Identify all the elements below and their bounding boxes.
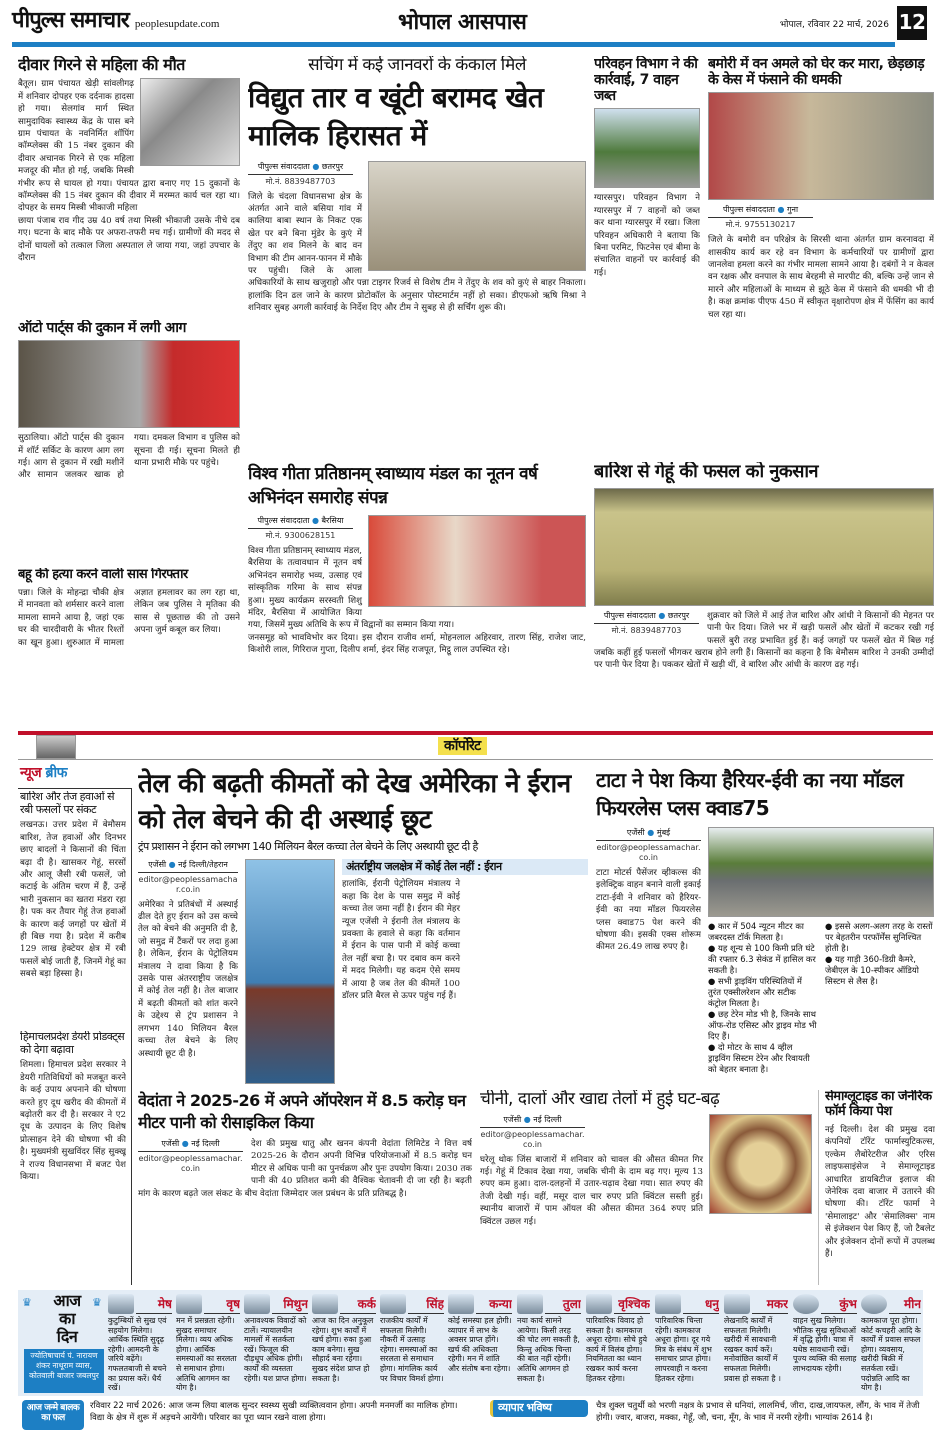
sign-name: मेष <box>136 1294 172 1314</box>
pisces-icon <box>861 1294 887 1314</box>
byline-tata: एजेंसी ● मुंबई editor@peoplessamachar.co.in <box>596 828 701 862</box>
headline-semaglutide: सेमाग्लूटाइड का जेनेरिक फॉर्म किया पेश <box>825 1090 932 1119</box>
article-tata <box>596 766 934 1084</box>
article-transport <box>594 56 700 455</box>
email[interactable]: editor@peoplessamachar.co.in <box>138 1154 243 1173</box>
zodiac-sign <box>244 1294 308 1394</box>
tata-features-list <box>708 921 934 1084</box>
article-saas <box>18 568 240 724</box>
oil-columns <box>138 859 588 1084</box>
box-headline-iran: अंतर्राष्ट्रीय जलक्षेत्र में कोई तेल नहीं : ईरान <box>342 859 588 876</box>
photo-oil-tanker <box>245 859 335 1084</box>
byline-name: एजेंसी <box>626 828 645 837</box>
sign-text: कोई समस्या हल होगी। व्यापार में लाभ के अवसर प्राप्त होंगे। खर्च की अधिकता रहेगी। मन में शांति और संतोष बना रहेगा। <box>448 1316 512 1373</box>
news-brief-label <box>20 765 67 781</box>
header-rule <box>12 42 895 47</box>
title-line: का <box>59 1309 75 1328</box>
column-divider <box>818 1090 819 1285</box>
capricorn-icon <box>724 1294 750 1314</box>
sign-text: आज का दिन अनुकूल रहेगा। शुभ कार्यों में खर्च होगा। रुका हुआ काम बनेगा। सुख सौहार्द बना रहेगा। सुखद संदेश प्राप्त हो सकता है। <box>312 1316 374 1383</box>
zodiac-sign <box>312 1294 376 1394</box>
byline-name: पीपुल्स संवाददाता <box>722 205 775 215</box>
band-red-rule <box>18 731 933 735</box>
tata-columns <box>596 827 934 1084</box>
article-iran-box-text: हालांकि, ईरानी पेट्रोलियम मंत्रालय ने कहा कि देश के पास समुद्र में कोई कच्चा तेल जमा नहीं है। ईरान की मेहर न्यूज एजेंसी ने ईरानी तेल मंत्रालय के प्रवक्ता के हवाले से कहा कि वर्तमान में ईरान के पास पानी में कोई कच्चा तेल नहीं बचा है। पर दबाव कम करने में मदद मिलेगी। यह कदम ऐसे समय में आया है जब तेल की कीमतें 100 डॉलर प्रति बैरल से ऊपर पहुंच गई हैं। <box>342 879 460 1001</box>
headline-gita: विश्व गीता प्रतिष्ठानम् स्वाध्याय मंडल का नूतन वर्ष अभिनंदन समारोह संपन्न <box>248 464 538 508</box>
photo-field-electric <box>368 161 586 271</box>
feature-text: सभी ड्राइविंग परिस्थितियों में तुरंत एक्सीलरेशन और सटीक कंट्रोल मिलता है। <box>708 976 802 1008</box>
article-bamori-text: जिले के बमोरी वन परिक्षेत्र के सिरसी थाना अंतर्गत ग्राम करनावदा में शासकीय कार्य कर रहे वन विभाग के कर्मचारियों पर ग्रामीणों द्वारा जानलेवा हमला करने का गंभीर मामला सामने आया है। दबंगों ने न केवल वन रक्षक और वनपाल के साथ बेरहमी से मारपीट की, बल्कि उन्हें जान से मारने और महिलाओं के माध्यम से झूठे केस में फंसाने की धमकी भी दी है। कक्ष क्रमांक पीएफ 450 में स्वीकृत वृक्षारोपण क्षेत्र में फेंसिंग का कार्य चल रहा था। <box>708 235 934 320</box>
sign-text: कामकाज पूरा होगा। कोर्ट कचहरी आदि के कार्यों में प्रवास सफल होगा। व्यवसाय, खरीदी बिक्री में सतर्कता रखें। पदोन्नति आदि का योग है। <box>861 1316 921 1393</box>
sign-name: तुला <box>545 1294 581 1314</box>
byline-name: एजेंसी <box>161 1139 180 1148</box>
sign-text: कुटुम्बियों से सुख एवं सहयोग मिलेगा। आर्थिक स्थिति सुदृढ़ रहेगी। आमदनी के जरिये बढ़ेंगे। गफलतबाजी से बचने का प्रयास करें। धैर्य रखें। <box>108 1316 167 1393</box>
sign-text: पारिवारिक विवाद हो सकता है। कामकाज अधूरा रहेगा। सोचे हुये कार्य में विलंब होगा। नियमितता का ध्यान रखकर कार्य करना हितकर रहेगा। <box>586 1316 647 1383</box>
feature-text: दो मोटर के साथ 4 व्हील ड्राइविंग सिस्टम टेरेन और रिवायती को बेहतर बनाता है। <box>708 1042 810 1074</box>
zodiac-sign <box>586 1294 650 1394</box>
byline-cheeni: एजेंसी ● नई दिल्ली editor@peoplessamachar.co.in <box>480 1114 585 1149</box>
subheadline-oil: ट्रंप प्रशासन ने ईरान को लगभग 140 मिलियन बैरल कच्चा तेल बेचने के लिए अस्थायी छूट दी है <box>138 840 478 853</box>
article-gita <box>248 462 586 724</box>
dateline: भोपाल, रविवार 22 मार्च, 2026 <box>779 19 889 30</box>
byline-place: मुंबई <box>656 828 671 837</box>
birth-text: रविवार 22 मार्च 2026: आज जन्म लिया बालक सुन्दर स्वस्थ्य सुखी व्यक्तित्ववान होगा। अपनी मनमर्जी का मालिक होगा। विद्या के क्षेत्र में शुरू में अड़चने आयेंगी। परिवार का पूरा ध्यान रखने वाला होगा। <box>90 1400 458 1422</box>
headline-wall: दीवार गिरने से महिला की मौत <box>18 56 185 74</box>
virgo-icon <box>448 1294 474 1314</box>
byline-bamori: पीपुल्स संवाददाता ● गुना मो.नं. 9755130217 <box>708 204 813 230</box>
mobile-number: मो.नं. 9755130217 <box>725 220 796 230</box>
article-semaglutide-text: नई दिल्ली। देश की प्रमुख दवा कंपनियों टॉरेंट फार्मास्युटिकल्स, एल्केम लैबोरेटरीज और एरिस लाइफसाइंसेज ने सेमाग्लूटाइड आधारित डायबिटीज इलाज की जेनेरिक दवा बाजार में उतारने की घोषणा की। टॉरेंट फार्मा ने 'सेमालाइट' और 'सेमालिक्स' नाम से इंजेक्शन पेश किए हैं, जो टैबलेट और इंजेक्शन दोनों रूपों में उपलब्ध हैं। <box>825 1124 935 1259</box>
headline-bamori: बमोरी में वन अमले को घेर कर मारा, छेड़छाड़ के केस में फंसाने की धमकी <box>708 56 925 89</box>
sign-text: अनावश्यक विवादों को टालें। न्यायालयीन मामलों में सतर्कता रखें। फिजूल की दौड़धूप अधिक होगी। कार्यों की व्यस्तता रहेगी। यश प्राप्त होगा। <box>244 1316 307 1383</box>
brief-label-b: ब्रीफ <box>45 765 67 781</box>
page-number: 12 <box>897 6 927 40</box>
sign-name: मीन <box>889 1294 921 1314</box>
zodiac-sign <box>793 1294 857 1394</box>
byline-vedanta: एजेंसी ● नई दिल्ली editor@peoplessamachar.co.in <box>138 1139 243 1173</box>
masthead-right <box>780 6 927 40</box>
kicker-electric: सचिंग में कई जानवरों के कंकाल मिले <box>308 56 526 75</box>
zodiac-sign <box>448 1294 512 1394</box>
feature-text: मोड भी दिए हैं। <box>708 1020 817 1041</box>
article-oil <box>138 766 588 1084</box>
zodiac-sign <box>861 1294 921 1394</box>
brief-text-himachal: शिमला। हिमाचल प्रदेश सरकार ने डेयरी गतिविधियों को मजबूत करने के कई उपाय अपनाने की घोषणा करते हुए दूध खरीद की कीमतों में बढ़ोतरी कर दी है। सरकार ने ए2 दूध के उत्पादन के लिए विशेष प्रोत्साहन देने की घोषणा भी की है। मुख्यमंत्री सुखविंदर सिंह सुक्खू ने राज्य विधानसभा में बजट पेश किया। <box>20 1060 126 1182</box>
feature-item: ● सभी ड्राइविंग परिस्थितियों में तुरंत एक्सीलरेशन और सटीक कंट्रोल मिलता है। <box>708 976 802 1008</box>
birth-label: आज जन्मे बालक का फल <box>22 1400 84 1430</box>
sign-name: मिथुन <box>272 1294 308 1314</box>
scorpio-icon <box>586 1294 612 1314</box>
photo-harrier-ev <box>708 827 934 917</box>
tata-col-side <box>708 827 934 1084</box>
taurus-icon <box>176 1294 202 1314</box>
byline-name: पीपुल्स संवाददाता <box>257 161 310 171</box>
feature-text: कार में 504 न्यूटन मीटर का जबरदस्त टॉर्क मिलता है। <box>708 921 804 942</box>
feature-item: ● दो मोटर के साथ 4 व्हील ड्राइविंग सिस्टम टेरेन और रिवायती को बेहतर बनाता है। <box>708 1042 810 1074</box>
sign-name: वृश्चिक <box>614 1294 650 1314</box>
business-text: चैत्र शुक्ल चतुर्थी को भरणी नक्षत्र के प्रभाव से धनियां, लालमिर्च, जीरा, दाख,जायफल, लौंग, के भाव में तेजी होगी। ज्वार, बाजरा, मक्का, गेहूँ, जौ, चना, मूँग, के भाव में नरमी रहेगी। भाग्यांक 2614 है। <box>596 1400 920 1422</box>
zodiac-sign <box>655 1294 719 1394</box>
feature-item: ● छह टेरेन मोड भी है, जिनके साथ ऑफ-रोड एसिस्ट और ड्राइव मोड भी दिए हैं। <box>708 1009 817 1041</box>
aquarius-icon <box>793 1294 819 1314</box>
sign-name: कर्क <box>340 1294 376 1314</box>
feature-item: ● यह शून्य से 100 किमी प्रति घंटे की रफ्तार 6.3 सेकंड में हासिल कर सकती है। <box>708 943 816 975</box>
byline-place: बैरसिया <box>321 516 344 525</box>
corporate-band <box>18 731 933 761</box>
mobile-number: मो.नं. 8839487703 <box>265 176 336 186</box>
byline-electric: पीपुल्स संवाददाता ● छतरपुर मो.नं. 8839487703 <box>248 161 353 187</box>
ganesh-icon: ♛ <box>92 1296 102 1309</box>
article-wall-text-2: छाया पंजाब राव गीद उम्र 40 वर्ष तथा मिस्त्री भीकाजी उसके नीचे दब गए। घटना के बाद मौके पर अफरा-तफरी मच गई। ग्रामीणों की मदद से दोनों घायलों को तत्काल जिला अस्पताल ले जाया गया, जहां उपचार के दौरान <box>18 215 240 264</box>
website[interactable]: peoplesupdate.com <box>134 18 220 30</box>
feature-text: यह शून्य से 100 किमी प्रति घंटे की रफ्तार 6.3 सेकंड में हासिल कर सकती है। <box>708 943 816 975</box>
section-label-corporate: कॉर्पोरेट <box>438 737 487 755</box>
sign-name: वृष <box>204 1294 240 1314</box>
masthead <box>0 0 945 48</box>
sign-text: वाहन सुख मिलेगा। भौतिक सुख सुविधाओं में वृद्धि होगी। यात्रा में यथेष्ठ सावधानी रखें। पूज्य व्यक्ति की सलाह लाभदायक रहेगी। <box>793 1316 857 1373</box>
sagittarius-icon <box>655 1294 681 1314</box>
byline-name: पीपुल्स संवाददाता <box>257 516 310 525</box>
headline-wheat: बारिश से गेहूं की फसल को नुकसान <box>594 462 819 482</box>
masthead-left <box>12 8 219 33</box>
article-gita-text: विश्व गीता प्रतिष्ठानम् स्वाध्याय मंडल, बैरसिया के तत्वावधान में नूतन वर्ष अभिनंदन समारोह भव्य, उत्साह एवं सांस्कृतिक गरिमा के साथ संपन्न हुआ। मुख्य कार्यक्रम सरस्वती शिशु मंदिर, बैरसिया में आयोजित किया गया, जिसमें मुख्य अतिथि के रूप में विद्वानों का सम्मान किया गया। <box>248 546 455 631</box>
article-electric <box>248 56 586 455</box>
tata-col-main <box>596 827 701 1084</box>
business-label: व्यापार भविष्य <box>490 1400 588 1417</box>
byline-oil: एजेंसी ● नई दिल्ली/तेहरान editor@peoplessamachar.co.in <box>138 859 238 894</box>
headline-oil: तेल की बढ़ती कीमतों को देख अमेरिका ने ईरान को तेल बेचने की दी अस्थाई छूट <box>138 769 571 835</box>
mobile-number: मो.नं. 8839487703 <box>611 625 682 635</box>
byline-wheat: पीपुल्स संवाददाता ● छतरपुर मो.नं. 8839487703 <box>594 610 699 640</box>
sign-text: राजकीय कार्यों में सफलता मिलेगी। नौकरी में उत्साह रहेगा। समस्याओं का सरलता से समाधान होगा। मांगलिक कार्य पर विचार विमर्श होगा। <box>380 1316 444 1383</box>
article-gita-text-2: जनसमूह को भावविभोर कर दिया। इस दौरान राजीव शर्मा, मोहनलाल अहिरवार, तारण सिंह, राजेश जाट, किशोरी लाल, गिरिराज गुप्ता, दिलीप शर्मा, इंदर सिंह राजपूत, मिट्ठू लाल उपस्थित रहे। <box>248 632 586 656</box>
feature-text: छह टेरेन मोड भी है, जिनके साथ ऑफ-रोड एसिस्ट और ड्राइव <box>708 1009 817 1030</box>
article-oil-text: अमेरिका ने प्रतिबंधों में अस्थाई ढील देते हुए ईरान को उस कच्चे तेल को बेचने की अनुमति दी है, जो समुद्र में टैंकरों पर लदा हुआ है। लेकिन, ईरान के पेट्रोलियम मंत्रालय ने दावा किया है कि उसके पास अंतरराष्ट्रीय जलक्षेत्र में कोई तेल नहीं है। तेल बाजार में बढ़ती कीमतों को शांत करने के उद्देश्य से ट्रंप प्रशासन ने लगभग 140 मिलियन बैरल कच्चा तेल बेचने के लिए अस्थायी छूट दी है। <box>138 899 238 1059</box>
zodiac-sign <box>108 1294 172 1394</box>
sign-text: पारिवारिक चिन्ता रहेगी। कामकाज अधूरा होगा। दूर गये मित्र के संबंध में शुभ समाचार प्राप्त होगा। लापरवाही न करना हितकर रहेगा। <box>655 1316 712 1383</box>
article-auto-parts <box>18 320 240 564</box>
feature-item: ● कार में 504 न्यूटन मीटर का जबरदस्त टॉर्क मिलता है। <box>708 921 804 942</box>
brief-item-rain <box>20 791 126 1027</box>
byline-name: एजेंसी <box>503 1114 522 1124</box>
feature-text: इससे अलग-अलग तरह के रास्तों पर बेहतरीन परफॉर्मेंस सुनिश्चित होती है। <box>825 921 933 953</box>
sign-text: मन में प्रसन्नता रहेगी। सुखद समाचार मिलेगा। व्यय अधिक होगा। आर्थिक समस्याओं का सरलता से समाधान होगा। अतिथि आगमन का योग है। <box>176 1316 237 1393</box>
zodiac-sign <box>724 1294 788 1394</box>
astrologer-name: ज्योतिषाचार्य पं. नारायण शंकर नाथूराम व्यास, कोतवाली बाजार जबलपुर <box>24 1349 104 1393</box>
band-grey-rule <box>18 759 933 760</box>
article-cheeni <box>480 1090 812 1286</box>
article-semaglutide <box>825 1090 935 1286</box>
headline-auto-parts: ऑटो पार्ट्स की दुकान में लगी आग <box>18 320 186 336</box>
title-line: दिन <box>56 1327 78 1346</box>
headline-electric: विद्युत तार व खूंटी बरामद खेत मालिक हिरासत में <box>248 80 544 152</box>
byline-gita: पीपुल्स संवाददाता ● बैरसिया मो.नं. 9300628151 <box>248 515 353 541</box>
sign-name: कुंभ <box>821 1294 857 1314</box>
photo-fire-shop <box>18 340 240 428</box>
feature-item: ● इससे अलग-अलग तरह के रास्तों पर बेहतरीन परफॉर्मेंस सुनिश्चित होती है। <box>825 921 933 953</box>
photo-wheat-field <box>594 488 934 606</box>
sign-name: कन्या <box>476 1294 512 1314</box>
feature-text: यह गाड़ी 360-डिग्री कैमरे, जेबीएल के 10-स्पीकर ऑडियो सिस्टम से लैस है। <box>825 954 919 986</box>
photo-gita-event <box>368 515 586 607</box>
email[interactable]: editor@peoplessamachar.co.in <box>480 1129 585 1149</box>
headline-vedanta: वेदांता ने 2025-26 में अपने ऑपरेशन में 8.5 करोड़ घन मीटर पानी को रीसाइकिल किया <box>138 1091 466 1132</box>
article-vedanta-text: देश की प्रमुख धातु और खनन कंपनी वेदांता लिमिटेड ने वित्त वर्ष 2025-26 के दौरान अपनी विभिन्न परियोजनाओं में 8.5 करोड़ घन मीटर से अधिक पानी का पुनर्चक्रण और पुनः उपयोग किया। 2030 तक पानी की 40 प्रतिशत कमी की वैश्विक चेतावनी दी जा रही है। बढ़ती मांग के कारण बढ़ते जल संकट के बीच वेदांता जिम्मेदार जल प्रबंधन के प्रति प्रतिबद्ध है। <box>138 1139 472 1199</box>
byline-place: छतरपुर <box>667 610 690 620</box>
title-line: आज <box>53 1291 81 1310</box>
zodiac-sign <box>517 1294 581 1394</box>
article-vedanta <box>138 1090 472 1286</box>
sign-name: सिंह <box>408 1294 444 1314</box>
headline-tata: टाटा ने पेश किया हैरियर-ईवी का नया मॉडल फियरलेस प्लस क्वाड75 <box>596 768 904 820</box>
photo-pulses <box>709 1114 812 1214</box>
byline-place: गुना <box>787 205 799 215</box>
headline-saas: बहू की हत्या करने वाली सास गिरफ्तार <box>18 568 188 582</box>
brief-headline-rain: बारिश और तेज हवाओं से रबी फसलों पर संकट <box>20 791 115 816</box>
article-tata-text: टाटा मोटर्स पैसेंजर व्हीकल्स की इलेक्ट्रिक वाहन बनाने वाली इकाई टाटा-ईवी ने शनिवार को हैरियर-ईवी का नया मॉडल फियरलेस प्लस क्वाड75 पेश करने की घोषणा की। इसकी एक्स शोरूम कीमत 26.49 लाख रुपए है। <box>596 868 701 953</box>
cancer-icon <box>312 1294 338 1314</box>
sign-name: धनु <box>683 1294 719 1314</box>
gemini-icon <box>244 1294 270 1314</box>
byline-place: नई दिल्ली/तेहरान <box>178 859 228 869</box>
ganesh-icon: ♛ <box>22 1296 32 1309</box>
sign-text: नया कार्य सामने आयेगा। किसी तरह की चोट लग सकती है, किन्तु अधिक चिन्ता की बात नहीं रहेगी। अतिथि आगमन हो सकता है। <box>517 1316 580 1383</box>
article-wheat-text: शुक्रवार को जिले में आई तेज बारिश और आंधी ने किसानों की मेहनत पर पानी फेर दिया। जिले भर में खड़ी फसलें और खेतों में कटकर रखी गई फसलें बुरी तरह प्रभावित हुई हैं। कई जगहों पर फसलें खेत में बिछ गई जबकि कहीं हुई फसलों भीगकर खराब होने लगी हैं। किसानों का कहना है कि बेमौसम बारिश ने उनकी उम्मीदों पर पानी फेर दिया है। पककर खेतों में खड़ी थीं, वे बारिश और आंधी के कारण ढह गई। <box>594 610 934 671</box>
zodiac-sign <box>380 1294 444 1394</box>
newspaper-logo: पीपुल्स समाचार <box>12 8 129 33</box>
byline-name: एजेंसी <box>148 859 167 869</box>
leo-icon <box>380 1294 406 1314</box>
article-auto-text: सुठालिया। ऑटो पार्ट्स की दुकान में शॉर्ट सर्किट के कारण आग लग गई। आग से दुकान में रखी मशीनें और सामान जलकर खाक हो गया। दमकल विभाग व पुलिस को सूचना दी गई। सूचना मिलते ही थाना प्रभारी मौके पर पहुंचे। <box>18 433 240 481</box>
article-wall-text: बैतूल। ग्राम पंचायत खेड़ी सांवलीगढ़ में शनिवार दोपहर एक दर्दनाक हादसा हो गया। सेलगांव मार्ग स्थित सामुदायिक स्वास्थ्य केंद्र के पास बने ग्राम पंचायत के नवनिर्मित शॉपिंग कॉम्प्लेक्स की 15 नंबर दुकान की दीवार अचानक गिरने से एक महिला मजदूर की मौत हो गई, जबकि मिस्त्री गंभीर रूप से घायल हो गया। पंचायत द्वारा बनाए गए 15 दुकानों के कॉम्प्लेक्स की 15 नंबर दुकान की दीवार में मरम्मत कार्य चल रहा था। दोपहर के समय मिस्त्री भीकाजी महिला <box>18 79 240 214</box>
stock-exchange-icon <box>36 735 76 759</box>
sign-name: मकर <box>752 1294 788 1314</box>
article-electric-text: जिले के चंदला विधानसभा क्षेत्र के अंतर्गत आने वाले बसिया गांव में कालिया बाबा स्थान के निकट एक खेत पर बने बिना मुंडेर के कुएं में तेंदुए का शव मिलने के बाद वन विभाग की टीम आनन-फानन में मौके पर पहुंची। जिले के आला अधिकारियों के साथ खजुराहो और पन्ना टाइगर रिजर्व से विशेष टीम ने तेंदुए के शव को कुएं से बाहर निकाला। हालांकि दिन ढल जाने के कारण प्रोटोकॉल के अनुसार पोस्टमार्टम नहीं हो सका। डीएफओ ऋषि मिश्रा ने शनिवार सुबह अगली कार्रवाई के निर्देश दिए और टीम ने सुबह से ही सर्चिंग शुरू की। <box>248 191 586 314</box>
zodiac-sign <box>176 1294 240 1394</box>
email[interactable]: editor@peoplessamachar.co.in <box>596 843 701 862</box>
libra-icon <box>517 1294 543 1314</box>
byline-place: छतरपुर <box>321 161 344 171</box>
article-wheat <box>594 462 934 724</box>
photo-vehicles <box>594 108 700 188</box>
article-bamori <box>708 56 934 455</box>
section-title: भोपाल आसपास <box>398 10 527 35</box>
byline-place: नई दिल्ली <box>533 1114 562 1124</box>
feature-item: ● यह गाड़ी 360-डिग्री कैमरे, जेबीएल के 10-स्पीकर ऑडियो सिस्टम से लैस है। <box>825 954 919 986</box>
brief-item-himachal <box>20 1031 126 1283</box>
sign-text: लेखनादि कार्यों में सफलता मिलेगी। खरीदी में सावधानी रखकर कार्य करें। मनोवांछित कार्यों में सफलता मिलेगी। प्रवास हो सकता है । <box>724 1316 781 1383</box>
iran-box <box>342 859 588 1084</box>
article-saas-text: पन्ना। जिले के मोहन्द्रा चौकी क्षेत्र में मानवता को शर्मसार करने वाला मामला सामने आया है, जहां एक घर की चारदीवारी के भीतर रिश्तों का खून हुआ। शुरुआत में मामला अज्ञात हमलावर का लग रहा था, लेकिन जब पुलिस ने मृतिका की सास से पूछताछ की तो उसने अपना जुर्म कबूल कर लिया। <box>18 587 240 648</box>
byline-name: पीपुल्स संवाददाता <box>603 610 656 620</box>
article-transport-text: ग्यारसपुर। परिवहन विभाग ने ग्यारसपुर में 7 वाहनों को जब्त कर थाना ग्यारसपुर में रखा। जिला परिवहन अधिकारी ने बताया कि बिना परमिट, फिटनेस एवं बीमा के संचालित वाहनों पर कार्रवाई की गई। <box>594 193 700 278</box>
brief-headline-himachal: हिमाचलप्रदेश डेयरी प्रोडक्ट्स को देगा बढ़ावा <box>20 1031 125 1056</box>
brief-text-rain: लखनऊ। उत्तर प्रदेश में बेमौसम बारिश, तेज हवाओं और दिनभर छाए बादलों ने किसानों की चिंता बढ़ा दी है। खासकर गेहूं, सरसों और आलू जैसी रबी फसलें, जो कटाई के अंतिम चरण में हैं, उन्हें भारी नुकसान का खतरा मंडरा रहा है। पक कर तैयार गेहूं तेज हवाओं के कारण कई जगहों पर खेतों में ही बिछ गया है। प्रदेश में करीब 129 लाख हेक्टेयर क्षेत्र में रबी फसलें बोई जाती हैं, जिनमें गेहूं का सबसे बड़ा हिस्सा है। <box>20 820 126 980</box>
oil-col-main <box>138 859 238 1084</box>
photo-forest-staff <box>708 92 934 200</box>
headline-transport: परिवहन विभाग ने की कार्रवाई, 7 वाहन जब्त <box>594 56 698 105</box>
photo-collapsed-wall <box>140 78 240 166</box>
aries-icon <box>108 1294 134 1314</box>
byline-place: नई दिल्ली <box>191 1139 220 1148</box>
brief-label-a: न्यूज <box>20 765 42 781</box>
mobile-number: मो.नं. 9300628151 <box>265 531 336 540</box>
article-wall <box>18 56 240 316</box>
headline-cheeni: चीनी, दालों और खाद्य तेलों में हुई घट-बढ़ <box>480 1090 720 1109</box>
article-cheeni-text: घरेलू थोक जिंस बाजारों में शनिवार को चावल की औसत कीमत गिर गई। गेहूं में टिकाव देखा गया, जबकि चीनी के दाम बढ़ गए। मूल्य 13 रुपए कम हुआ। दाल-दलहनों में उतार-चढ़ाव देखा गया। सात रुपए की तेजी देखी गई। वहीं, मसूर दाल चार रुपए प्रति क्विंटल सस्ती हुई। स्थानीय बाजारों में पाम ऑयल की औसत कीमत 364 रुपए प्रति क्विंटल उछल गई। <box>480 1154 703 1227</box>
email[interactable]: editor@peoplessamachar.co.in <box>138 874 238 894</box>
